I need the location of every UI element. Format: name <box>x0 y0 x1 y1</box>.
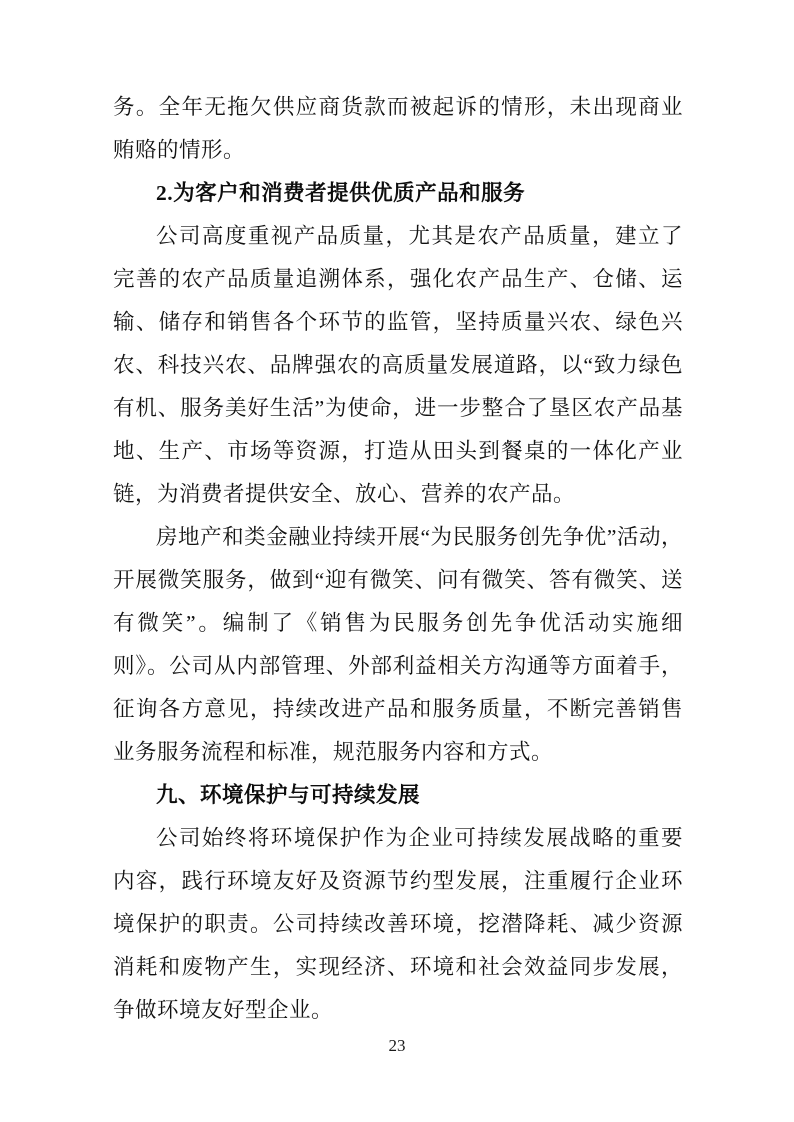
heading-quality-products: 2.为客户和消费者提供优质产品和服务 <box>156 181 526 205</box>
heading-environment-section: 九、环境保护与可持续发展 <box>156 783 421 807</box>
page-number: 23 <box>388 1036 406 1055</box>
paragraph-product-quality: 公司高度重视产品质量，尤其是农产品质量，建立了完善的农产品质量追溯体系，强化农产品生产、仓储、运输、储存和销售各个环节的监管，坚持质量兴农、绿色兴农、科技兴农、品牌强农的高质量发展道路，以“致力绿色有机、服务美好生活”为使命，进一步整合了垦区农产品基地、生产、市场等资源，打造从田头到餐桌的一体化产业链，为消费者提供安全、放心、营养的农产品。 <box>113 224 683 506</box>
paragraph-environment: 公司始终将环境保护作为企业可持续发展战略的重要内容，践行环境友好及资源节约型发展，注重履行企业环境保护的职责。公司持续改善环境，挖潜降耗、减少资源消耗和废物产生，实现经济、环境和社会效益同步发展，争做环境友好型企业。 <box>113 826 683 1022</box>
paragraph-continuation: 务。全年无拖欠供应商货款而被起诉的情形，未出现商业贿赂的情形。 <box>113 95 683 162</box>
page-body <box>113 86 683 1032</box>
paragraph-service-activity: 房地产和类金融业持续开展“为民服务创先争优”活动，开展微笑服务，做到“迎有微笑、问有微笑、答有微笑、送有微笑”。编制了《销售为民服务创先争优活动实施细则》。公司从内部管理、外部利益相关方沟通等方面着手，征询各方意见，持续改进产品和服务质量，不断完善销售业务服务流程和标准，规范服务内容和方式。 <box>113 525 683 764</box>
